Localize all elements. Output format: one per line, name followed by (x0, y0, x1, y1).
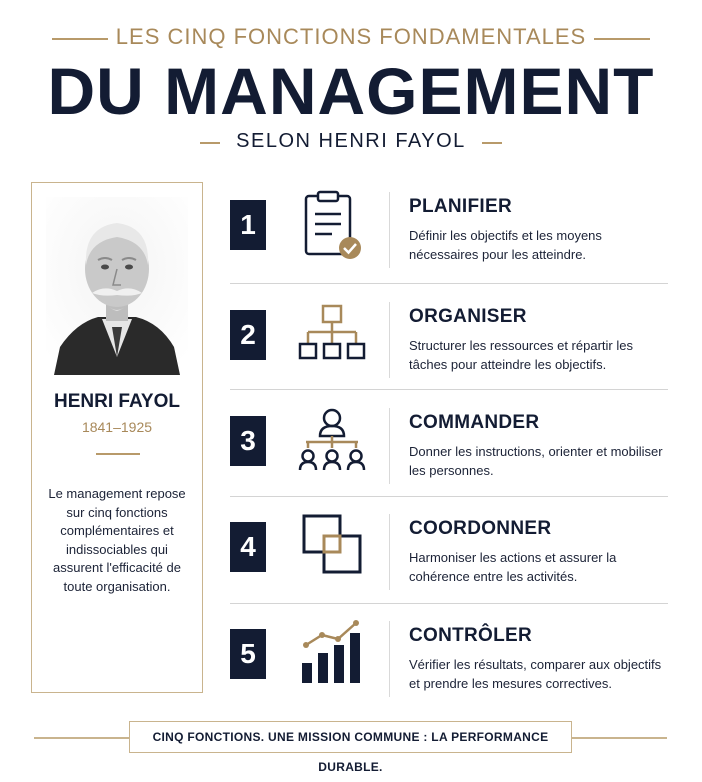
function-row-planifier (230, 196, 668, 306)
function-number-badge: 4 (230, 522, 266, 572)
clipboard-check-icon (296, 190, 368, 262)
function-number-badge: 1 (230, 200, 266, 250)
function-row-coordonner (230, 518, 668, 628)
function-row-commander (230, 412, 668, 522)
footer-rule-right (571, 737, 667, 739)
footer-rule-left (34, 737, 130, 739)
function-title: PLANIFIER (409, 196, 512, 217)
function-description: Définir les objectifs et les moyens nécessaires pour les atteindre. (409, 228, 602, 262)
function-title: COORDONNER (409, 518, 552, 539)
row-separator (230, 496, 668, 497)
profile-divider (96, 453, 140, 455)
leader-team-icon (296, 406, 368, 478)
function-number-badge: 2 (230, 310, 266, 360)
profile-panel (31, 182, 203, 693)
function-description: Donner les instructions, orienter et mobiliser les personnes. (409, 444, 663, 478)
function-title: CONTRÔLER (409, 625, 533, 646)
page-subtitle: SELON HENRI FAYOL (236, 130, 466, 152)
row-separator (230, 389, 668, 390)
function-description: Structurer les ressources et répartir les tâches pour atteindre les objectifs. (409, 338, 633, 372)
footer-tagline: CINQ FONCTIONS. UNE MISSION COMMUNE : LA PERFORMANCE DURABLE. (129, 721, 572, 753)
function-number-badge: 3 (230, 416, 266, 466)
row-divider (389, 514, 390, 590)
profile-description: Le management repose sur cinq fonctions complémentaires et indissociables qui assurent l'efficacité de toute organisation. (48, 486, 186, 594)
bar-chart-trend-icon (296, 619, 368, 691)
function-description: Harmoniser les actions et assurer la cohérence entre les activités. (409, 550, 617, 584)
profile-name: HENRI FAYOL (54, 391, 180, 412)
function-description: Vérifier les résultats, comparer aux objectifs et prendre les mesures correctives. (409, 657, 662, 691)
overlapping-squares-icon (296, 512, 368, 584)
profile-years: 1841–1925 (81, 419, 153, 435)
function-row-controler (230, 625, 668, 735)
function-title: ORGANISER (409, 306, 527, 327)
header-top-title: LES CINQ FONCTIONS FONDAMENTALES (115, 24, 587, 49)
function-row-organiser (230, 306, 668, 416)
row-divider (389, 408, 390, 484)
org-chart-icon (296, 300, 368, 372)
portrait-image (46, 197, 188, 375)
row-divider (389, 192, 390, 268)
row-divider (389, 302, 390, 378)
row-divider (389, 621, 390, 697)
function-title: COMMANDER (409, 412, 540, 433)
row-separator (230, 603, 668, 604)
page-title: DU MANAGEMENT (47, 54, 655, 128)
row-separator (230, 283, 668, 284)
function-number-badge: 5 (230, 629, 266, 679)
